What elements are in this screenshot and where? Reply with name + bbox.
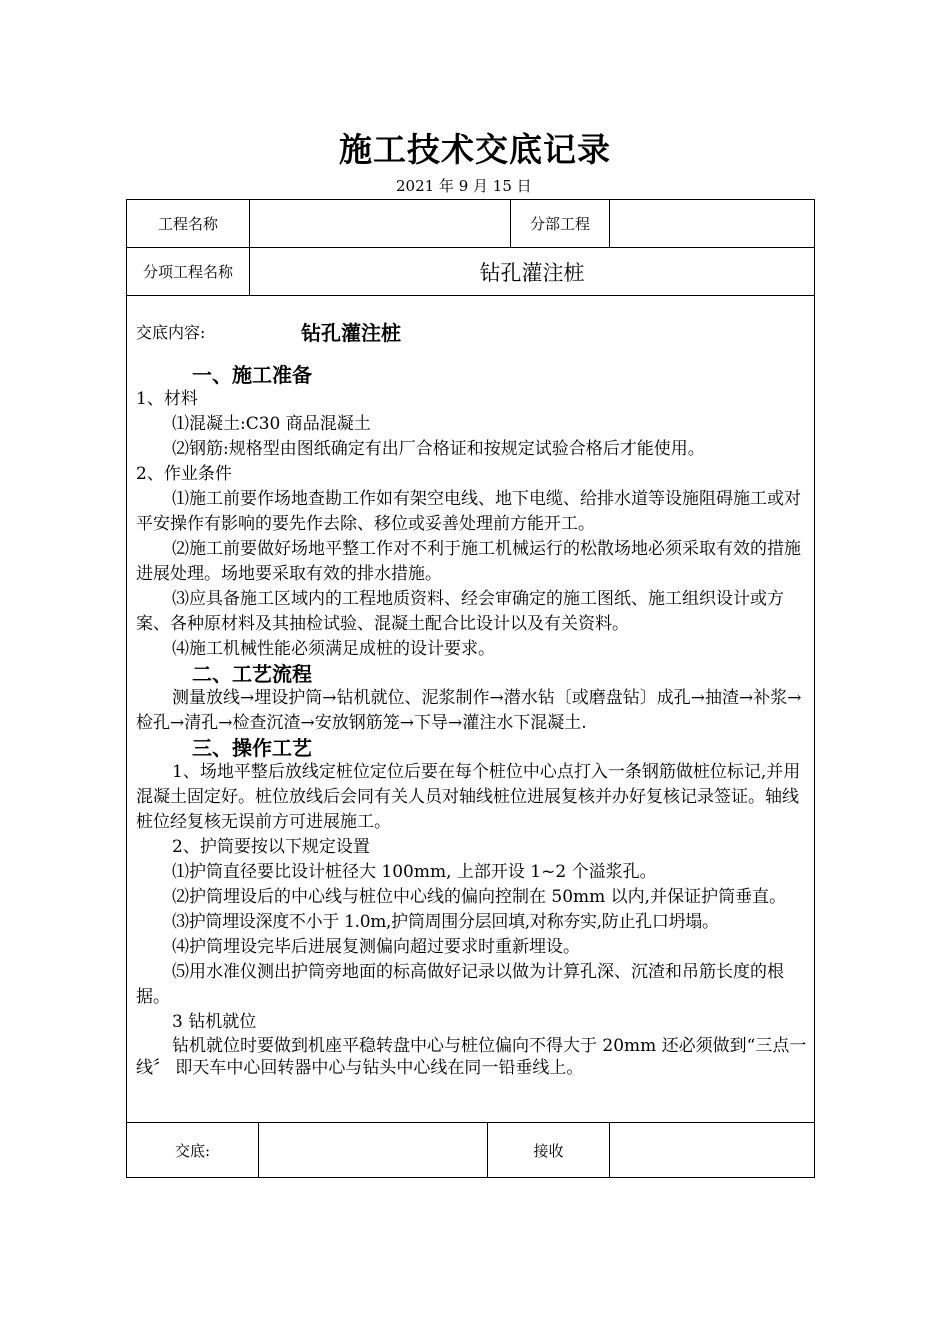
operation-item: ⑶护筒埋设深度不小于 1.0m,护筒周围分层回填,对称夯实,防止孔口坍塌。	[172, 912, 719, 932]
handover-signature-field	[259, 1123, 487, 1177]
subsection-title: 3 钻机就位	[172, 1012, 257, 1032]
material-item: ⑴混凝土:C30 商品混凝土	[172, 414, 371, 434]
receive-label: 接收	[533, 1141, 564, 1160]
operation-step: 钻机就位时要做到机座平稳转盘中心与桩位偏向不得大于 20mm 还必须做到“三点一线〞 即天车中心回转器中心与钻头中心线在同一铅垂线上。	[136, 1036, 807, 1078]
condition-item: ⑵施工前要做好场地平整工作对不利于施工机械运行的松散场地必须采取有效的措施进展处理。场地要采取有效的排水措施。	[136, 539, 801, 584]
content-intro	[136, 318, 808, 344]
section-heading: 三、操作工艺	[192, 736, 312, 760]
document-title: 施工技术交底记录	[339, 130, 611, 169]
condition-item: ⑷施工机械性能必须满足成桩的设计要求。	[172, 639, 495, 659]
division-label: 分部工程	[529, 215, 590, 233]
subsection-title: 1、材料	[136, 389, 198, 409]
subsection-title: 2、作业条件	[136, 464, 232, 484]
subitem-label: 分项工程名称	[142, 263, 233, 281]
handover-content	[136, 318, 808, 1079]
receive-signature-field	[610, 1123, 814, 1177]
section-heading: 一、施工准备	[192, 363, 312, 387]
project-name-field	[250, 200, 510, 247]
operation-item: ⑸用水准仪测出护筒旁地面的标高做好记录以做为计算孔深、沉渣和吊筋长度的根据。	[136, 962, 784, 1007]
subsection-title: 2、护筒要按以下规定设置	[172, 837, 370, 857]
content-topic: 钻孔灌注桩	[301, 320, 401, 345]
operation-item: ⑷护筒埋设完毕后进展复测偏向超过要求时重新埋设。	[172, 937, 580, 957]
operation-item: ⑵护筒埋设后的中心线与桩位中心线的偏向控制在 50mm 以内,并保证护筒垂直。	[172, 887, 787, 907]
condition-item: ⑴施工前要作场地查勘工作如有架空电线、地下电缆、给排水道等设施阻碍施工或对平安操作有影响的要先作去除、移位或妥善处理前方能开工。	[136, 489, 801, 534]
row-divider	[126, 295, 815, 296]
content-label: 交底内容:	[136, 322, 206, 342]
handover-label: 交底:	[174, 1141, 211, 1160]
section-heading: 二、工艺流程	[192, 662, 312, 686]
operation-step: 1、场地平整后放线定桩位定位后要在每个桩位中心点打入一条钢筋做桩位标记,并用混凝土固定好。桩位放线后会同有关人员对轴线桩位进展复核并办好复核记录签证。轴线桩位经复核无误前方可进展施工。	[136, 762, 801, 832]
division-field	[610, 200, 814, 247]
process-flow: 测量放线→埋设护筒→钻机就位、泥浆制作→潜水钻〔或磨盘钻〕成孔→抽渣→补浆→检孔→清孔→检查沉渣→安放钢筋笼→下导→灌注水下混凝土.	[136, 688, 802, 733]
subitem-value: 钻孔灌注桩	[479, 260, 585, 285]
material-item: ⑵钢筋:规格型由图纸确定有出厂合格证和按规定试验合格后才能使用。	[172, 439, 705, 459]
condition-item: ⑶应具备施工区域内的工程地质资料、经会审确定的施工图纸、施工组织设计或方案、各种原材料及其抽检试验、混凝土配合比设计以及有关资料。	[136, 589, 784, 634]
project-name-label: 工程名称	[157, 215, 218, 233]
operation-item: ⑴护筒直径要比设计桩径大 100mm, 上部开设 1~2 个溢浆孔。	[172, 862, 657, 882]
document-date: 2021 年 9 月 15 日	[396, 177, 532, 195]
